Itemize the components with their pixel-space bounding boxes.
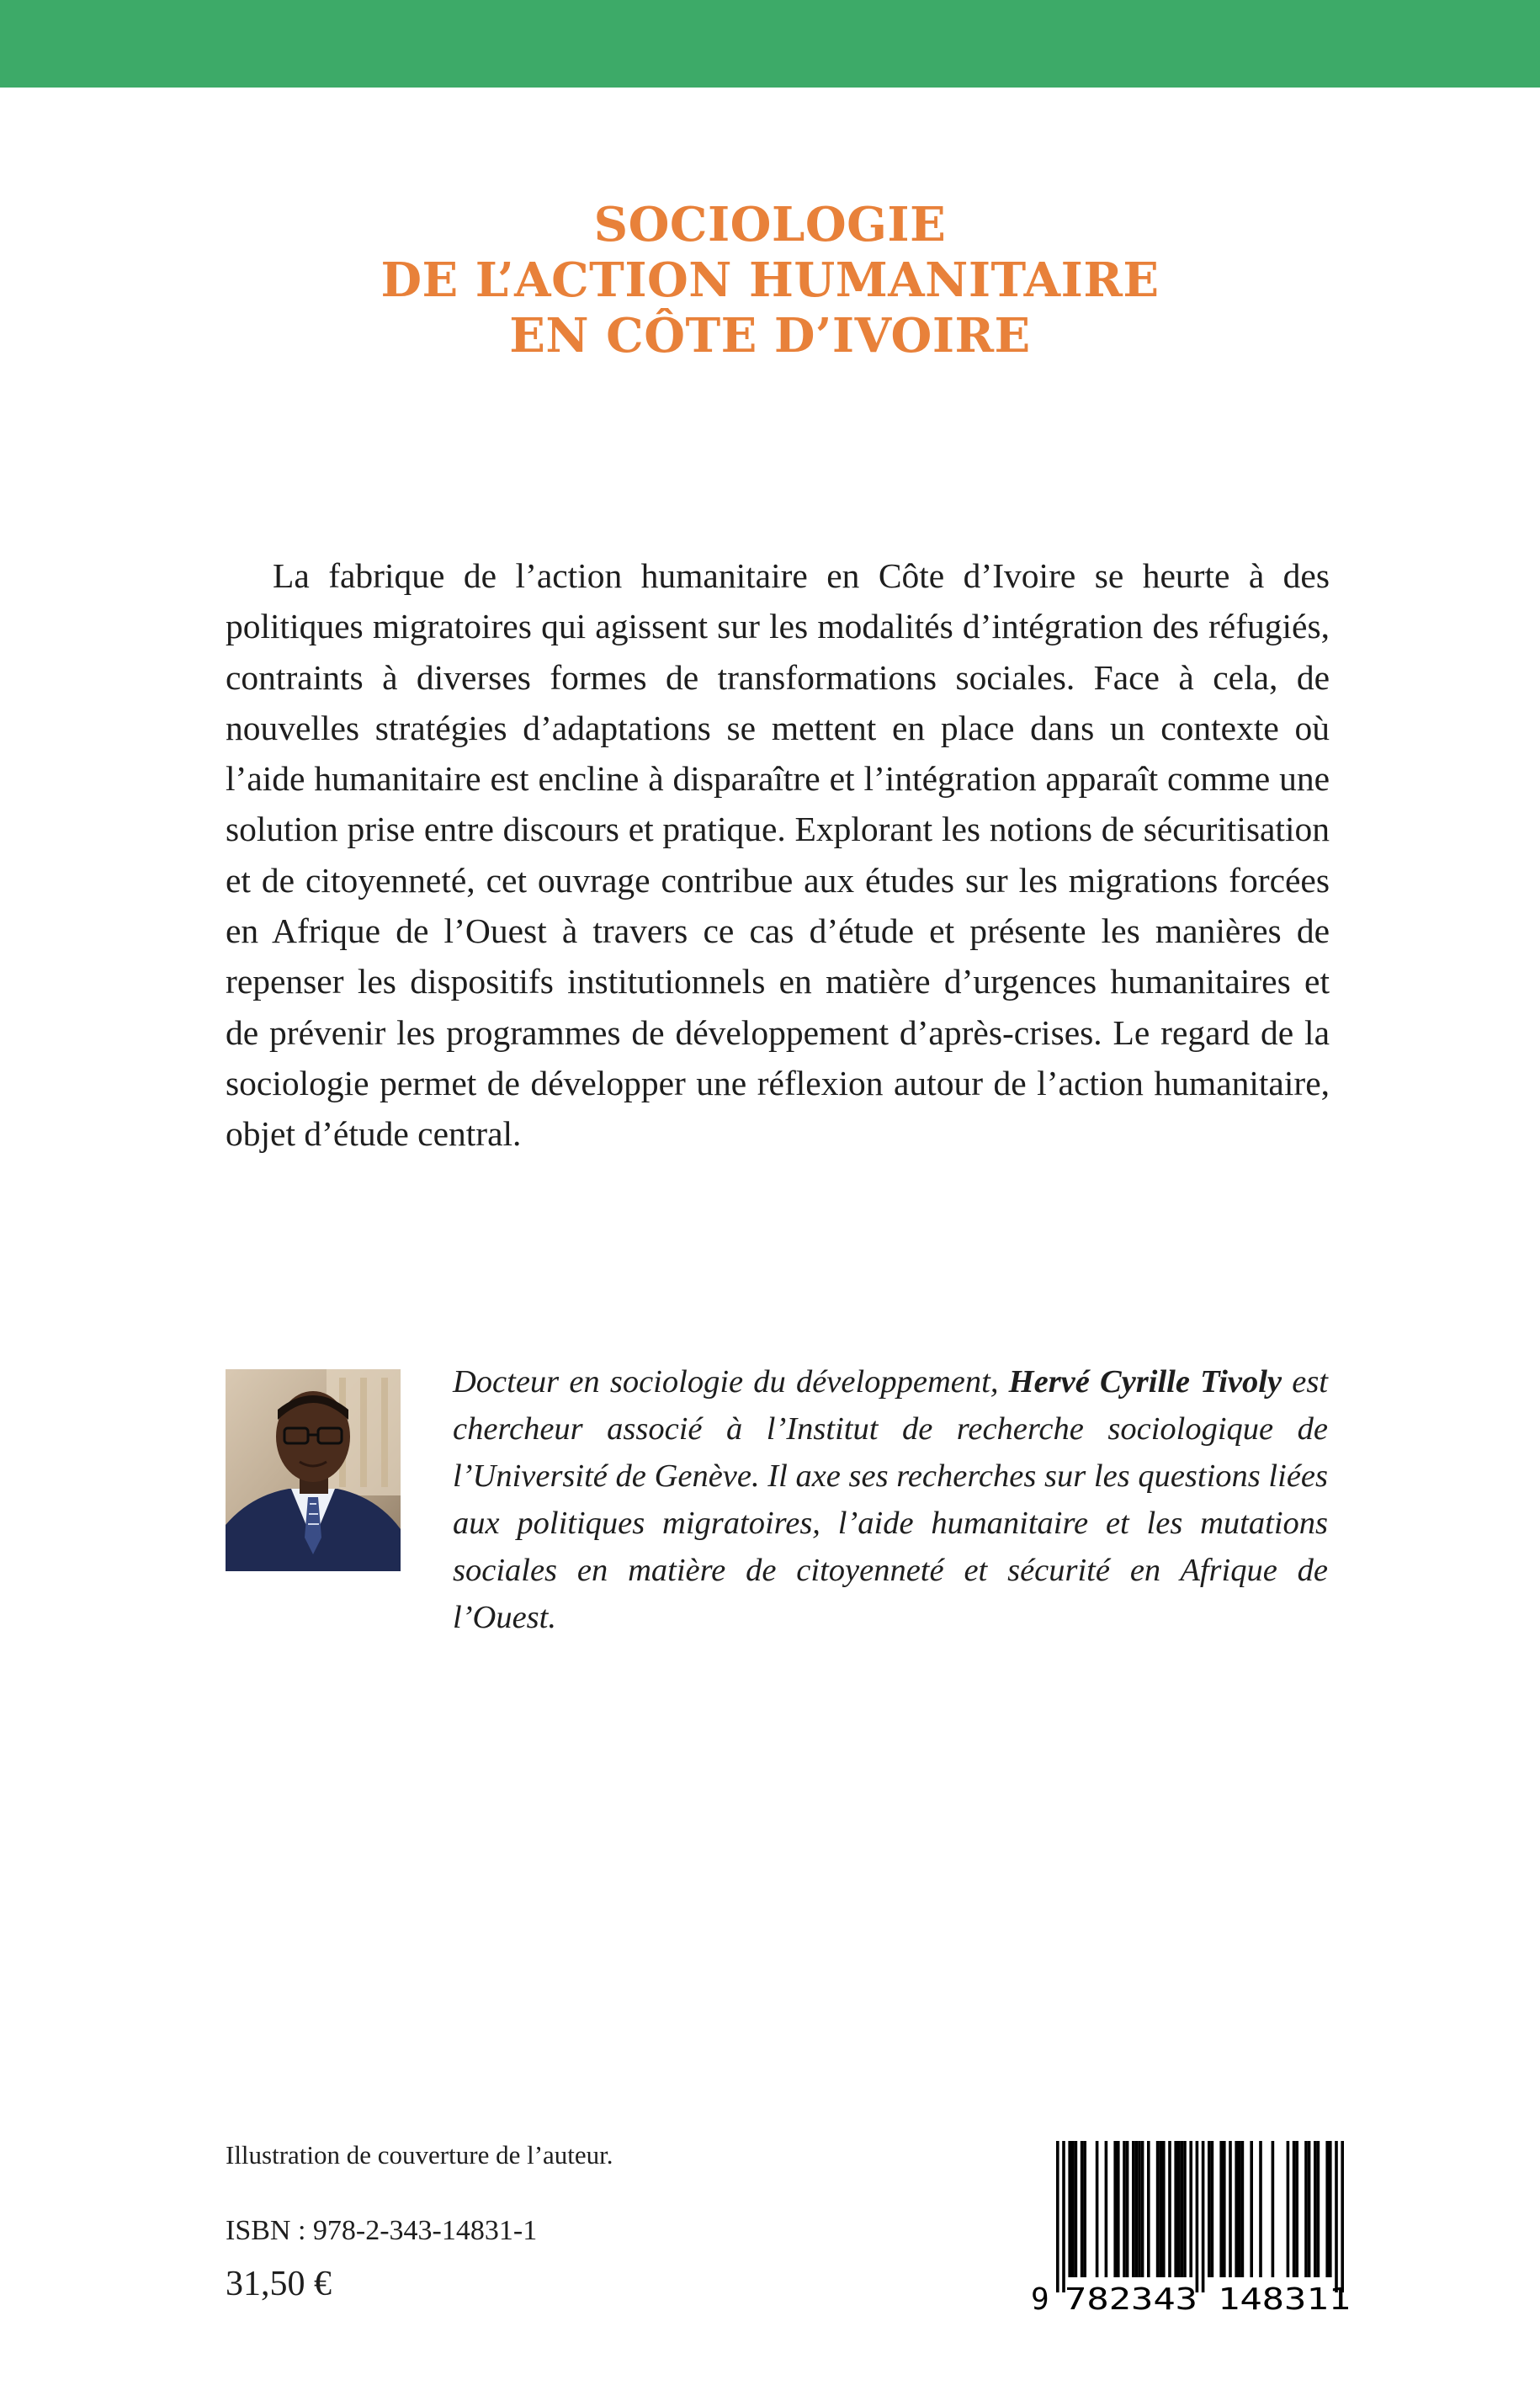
- barcode-bar: [1295, 2141, 1298, 2277]
- title-line-3: EN CÔTE D’IVOIRE: [509, 308, 1031, 364]
- barcode-bar: [1314, 2141, 1317, 2277]
- barcode-bar: [1174, 2141, 1177, 2277]
- barcode-bar: [1141, 2141, 1144, 2277]
- isbn-barcode: [1022, 2138, 1363, 2314]
- barcode-bar: [1202, 2141, 1205, 2292]
- barcode-bar: [1219, 2141, 1223, 2277]
- barcode-bar: [1117, 2141, 1120, 2277]
- author-bio-rest: est chercheur associé à l’Institut de recherche sociologique de l’Université de Genève. Il axe ses recherches sur les questions liées aux politiques migratoires, l’aide humanitaire et les mutations sociales en matière de citoyenneté et sécurité en Afrique de l’Ouest.: [453, 1364, 1328, 1635]
- barcode-bar: [1293, 2141, 1296, 2277]
- author-bio-intro: Docteur en sociologie du développement,: [453, 1364, 1009, 1400]
- barcode-bar: [1241, 2141, 1245, 2277]
- barcode-bar: [1123, 2141, 1126, 2277]
- barcode-bar: [1105, 2141, 1108, 2277]
- author-name: Hervé Cyrille Tivoly: [1008, 1364, 1282, 1400]
- barcode-bar: [1083, 2141, 1086, 2277]
- back-cover-blurb: La fabrique de l’action humanitaire en Côte d’Ivoire se heurte à des politiques migratoires qui agissent sur les modalités d’intégration des réfugiés, contraints à diverses formes de transformations sociales. Face à cela, de nouvelles stratégies d’adaptations se mettent en place dans un contexte où l’aide humanitaire est encline à disparaître et l’intégration apparaît comme une solution prise entre discours et pratique. Explorant les notions de sécuritisation et de citoyenneté, cet ouvrage contribue aux études sur les migrations forcées en Afrique de l’Ouest à travers ce cas d’étude et présente les manières de repenser les dispositifs institutionnels en matière d’urgences humanitaires et de prévenir les programmes de développement d’après-crises. Le regard de la sociologie permet de développer une réflexion autour de l’action humanitaire, objet d’étude central.: [226, 556, 1330, 1154]
- barcode-bar: [1162, 2141, 1166, 2277]
- barcode-bar: [1272, 2141, 1275, 2277]
- barcode-bar: [1159, 2141, 1162, 2277]
- barcode-bar: [1235, 2141, 1238, 2277]
- barcode-bar: [1156, 2141, 1160, 2277]
- barcode-bar: [1147, 2141, 1150, 2277]
- title-line-2: DE L’ACTION HUMANITAIRE: [380, 252, 1160, 308]
- author-photo: [226, 1369, 401, 1571]
- barcode-bar: [1329, 2141, 1332, 2277]
- barcode-bar: [1068, 2141, 1071, 2277]
- barcode-bar: [1126, 2141, 1129, 2277]
- barcode-bar: [1071, 2141, 1075, 2277]
- barcode-bar: [1211, 2141, 1214, 2277]
- barcode-bar: [1168, 2141, 1171, 2277]
- barcode-bar: [1325, 2141, 1329, 2277]
- author-portrait-icon: [226, 1369, 401, 1571]
- barcode-bar: [1138, 2141, 1141, 2277]
- barcode-bar: [1135, 2141, 1139, 2277]
- barcode-bar: [1113, 2141, 1117, 2277]
- cover-illustration-credit: Illustration de couverture de l’auteur.: [226, 2140, 613, 2170]
- barcode-bars: [1056, 2141, 1344, 2292]
- barcode-bar: [1341, 2141, 1344, 2292]
- barcode-bar: [1075, 2141, 1078, 2277]
- barcode-bar: [1096, 2141, 1099, 2277]
- barcode-bar: [1287, 2141, 1290, 2277]
- top-color-band: [0, 0, 1540, 88]
- book-title: [0, 197, 1540, 364]
- barcode-bar: [1208, 2141, 1211, 2277]
- barcode-icon: [1022, 2138, 1363, 2314]
- isbn: ISBN : 978-2-343-14831-1: [226, 2215, 538, 2246]
- barcode-bar: [1177, 2141, 1181, 2277]
- barcode-digit-group-3: 148311: [1218, 2282, 1351, 2314]
- barcode-bar: [1081, 2141, 1084, 2277]
- barcode-digit-group-2: 782343: [1065, 2282, 1197, 2314]
- barcode-bar: [1229, 2141, 1232, 2277]
- author-biography: [453, 1358, 1328, 1641]
- barcode-bar: [1056, 2141, 1059, 2292]
- title-line-1: SOCIOLOGIE: [593, 197, 947, 252]
- barcode-digit-group-1: 9: [1031, 2282, 1049, 2314]
- barcode-bar: [1304, 2141, 1308, 2277]
- barcode-bar: [1189, 2141, 1192, 2277]
- barcode-bar: [1183, 2141, 1187, 2277]
- barcode-bar: [1308, 2141, 1311, 2277]
- barcode-bar: [1317, 2141, 1320, 2277]
- barcode-bar: [1062, 2141, 1065, 2292]
- barcode-bar: [1223, 2141, 1226, 2277]
- barcode-bar: [1181, 2141, 1184, 2277]
- barcode-bar: [1196, 2141, 1199, 2292]
- barcode-bar: [1259, 2141, 1262, 2277]
- barcode-bar: [1335, 2141, 1338, 2292]
- barcode-bar: [1238, 2141, 1241, 2277]
- price: 31,50 €: [226, 2265, 332, 2303]
- barcode-bar: [1250, 2141, 1253, 2277]
- barcode-bar: [1132, 2141, 1135, 2277]
